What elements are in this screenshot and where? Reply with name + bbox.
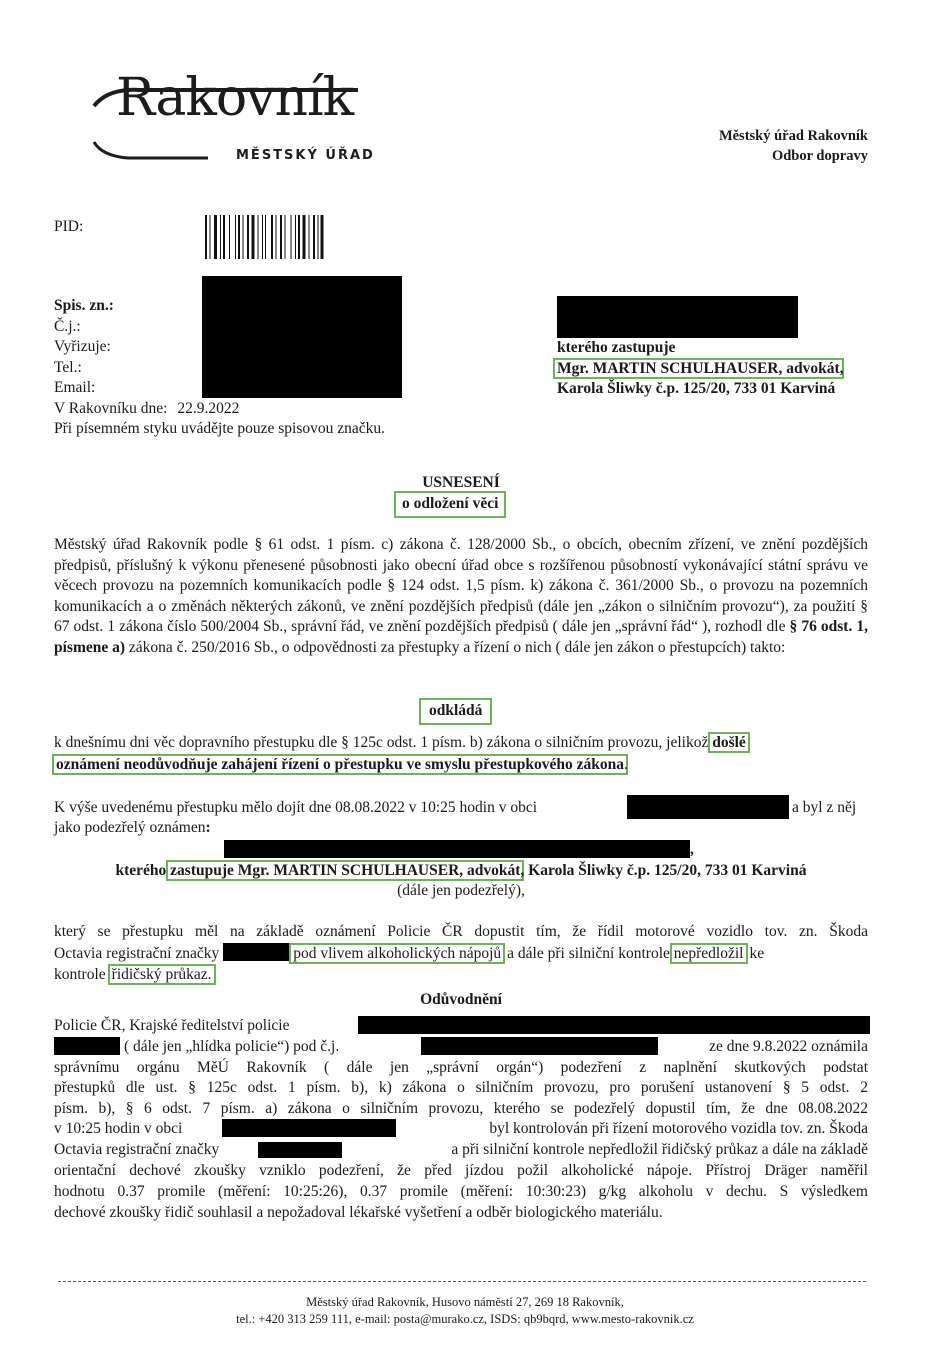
reasoning-line-2-a: ( dále jen „hlídka policie“) pod č.j. [124,1038,340,1055]
footer-divider [58,1281,866,1282]
offense-highlight-alcohol: pod vlivem alkoholických nápojů [289,943,505,964]
offense-line-2 [54,943,868,965]
offense-ke: ke [749,945,765,962]
redacted-police-unit [54,1037,120,1055]
reasoning-line-4: přestupků dle ust. § 125c odst. 1 písm. b), k) zákona o silničním provozu, pro porušení ustanovení § 5 odst. 2 [54,1079,868,1096]
reasoning-line-3: správnímu orgánu MěÚ Rakovník ( dále jen „správní orgán“) podezření z naplnění skutkových podstat [54,1059,868,1076]
logo-subtitle: MĚSTSKÝ ÚŘAD [236,148,375,163]
date-value: 22.9.2022 [177,399,240,417]
reasoning-line-5: písm. b), § 6 odst. 7 písm. a) zákona o silničním provozu, kterého se podezřelý dopustil tím, že dne 08.08.2022 [54,1100,868,1117]
recipient-address: Karola Šliwky č.p. 125/20, 733 01 Karviná [557,380,836,397]
offense-control-text: a dále při silniční kontrole [507,945,670,962]
decision-text: k dnešnímu dni věc dopravního přestupku dle § 125c odst. 1 písm. b) zákona o silničním provozu, jelikož [54,734,713,751]
vyrizuje-label: Vyřizuje: [54,338,111,355]
recipient-block [557,338,844,400]
recipient-lawyer-comma: , [839,359,844,377]
redacted-municipality [627,795,789,819]
redacted-plate-1 [223,943,289,961]
reasoning-line-2-b: ze dne 9.8.2022 oznámila [709,1038,868,1055]
logo-name: Rakovník [116,68,354,128]
incident-line-2-text: jako podezřelý oznámen [54,819,206,836]
suspect-comma: , [690,841,694,858]
decision-highlight-1: došlé [708,732,750,753]
offense-highlight-not-presented: nepředložil [670,943,748,964]
redacted-recipient-name [557,296,798,338]
representation-highlight: zastupuje Mgr. MARTIN SCHULHAUSER, advokát [166,860,524,881]
redacted-plate-2 [258,1142,342,1158]
decision-word-wrap [419,698,492,725]
representation-address: , Karola Šliwky č.p. 125/20, 733 01 Karviná [520,862,807,879]
reasoning-line-6-a: v 10:25 hodin v obci [54,1120,183,1137]
reasoning-line-8: orientační dechové zkoušky vzniklo podezření, že před jízdou požil alkoholické nápoje. Přístroj Dräger naměřil [54,1162,868,1179]
offense-line-1: který se přestupku měl na základě oznámení Policie ČR dopustit tím, že řídil motorové vozidlo tov. zn. Škoda [54,923,868,940]
decision-highlight-2: oznámení neodůvodňuje zahájení řízení o přestupku ve smyslu přestupkového zákona [52,754,628,775]
footer-contacts: tel.: +420 313 259 111, e-mail: posta@murako.cz, ISDS: qb9bqrd, www.mesto-rakovnik.cz [236,1312,694,1326]
representation-prefix: kterého [115,862,171,879]
reasoning-line-7-b: a při silniční kontrole nepředložil řidičský průkaz a dále na základě [451,1141,868,1158]
suspect-alias: (dále jen podezřelý), [397,882,525,899]
email-label: Email: [54,379,96,396]
recipient-lawyer-row [557,359,844,380]
footer-address: Městský úřad Rakovník, Husovo náměstí 27, 269 18 Rakovník, [306,1295,624,1309]
reasoning-line-6-b: byl kontrolován při řízení motorového vozidla tov. zn. Škoda [489,1120,868,1137]
redacted-police-dept [358,1016,870,1034]
redacted-meta [202,276,402,398]
cj-label: Č.j.: [54,317,81,335]
decision-word: odkládá [429,702,483,719]
office-block [719,126,868,166]
reasoning-heading: Odůvodnění [420,991,502,1008]
reasoning-line-1: Policie ČR, Krajské ředitelství policie [54,1017,290,1034]
intro-paragraph [54,535,868,658]
document-title: USNESENÍ [422,474,500,491]
intro-bold-section: § 76 odst. 1, písmene a) [54,618,868,656]
offense-kontrole: kontrole [54,966,106,983]
date-label: V Rakovníku dne: [54,399,168,417]
offense-plate-label: Octavia registrační značky [54,945,220,962]
tel-label: Tel.: [54,358,82,376]
intro-tail: zákona č. 250/2016 Sb., o odpovědnosti za přestupky a řízení o nich ( dále jen zákon o přestupcích) takto: [125,638,786,656]
office-name: Městský úřad Rakovník [718,128,868,144]
offense-highlight-license: řidičský průkaz. [108,964,216,985]
barcode-icon [205,215,365,267]
redacted-case-number [421,1037,658,1055]
reasoning-line-10: dechové zkoušky řidič souhlasil a nepožadoval lékařské vyšetření a odběr biologického materiálu. [54,1204,663,1221]
offense-line-3 [54,964,212,986]
intro-text: Městský úřad Rakovník podle § 61 odst. 1 písm. c) zákona č. 128/2000 Sb., o obcích, obecním zřízení, ve znění pozdějších předpisů, příslušný k výkonu přenesené působnosti jako obecní úřad obce s rozšířenou působností vykonávající státní správu ve věcech provozu na pozemních komunikacích podle § 124 odst. 1,5 písm. k) zákona č. 361/2000 Sb., o provozu na pozemních komunikacích a o změnách některých zákonů, ve znění pozdějších předpisů (dále jen „zákon o silničním provozu“), za použití § 67 odst. 1 zákona číslo 500/2004 Sb., správní řád, ve znění pozdějších předpisů ( dále jen „správní řád“ ), rozhodl dle [54,536,868,635]
decision-paragraph [54,732,868,776]
recipient-lawyer: Mgr. MARTIN SCHULHAUSER, advokát [553,358,844,379]
office-department: Odbor dopravy [771,148,868,164]
spis-label: Spis. zn.: [54,297,114,314]
reasoning-line-7-a: Octavia registrační značky [54,1141,220,1158]
decision-end: . [623,756,628,773]
footer [0,1294,930,1328]
reference-note: Při písemném styku uvádějte pouze spisovou značku. [54,420,386,437]
incident-line-1-end: a byl z něj [792,799,857,816]
redacted-suspect [224,840,690,858]
incident-line-1: K výše uvedenému přestupku mělo dojít dne 08.08.2022 v 10:25 hodin v obci [54,799,538,816]
representation-line [0,860,922,882]
document-subtitle-wrap [394,491,506,518]
pid-label: PID: [54,218,84,235]
document-subtitle: o odložení věci [402,495,499,512]
logo [88,68,378,166]
date-row [54,399,385,420]
incident-line-2-colon: : [205,819,211,836]
reasoning-line-9: hodnotu 0.37 promile (měření: 10:25:26), 0.37 promile (měření: 10:30:23) g/kg alkoholu v dechu. S výsledkem [54,1183,868,1200]
incident-line-2 [54,818,211,839]
recipient-represented: kterého zastupuje [557,339,676,356]
redacted-municipality-2 [222,1119,396,1137]
